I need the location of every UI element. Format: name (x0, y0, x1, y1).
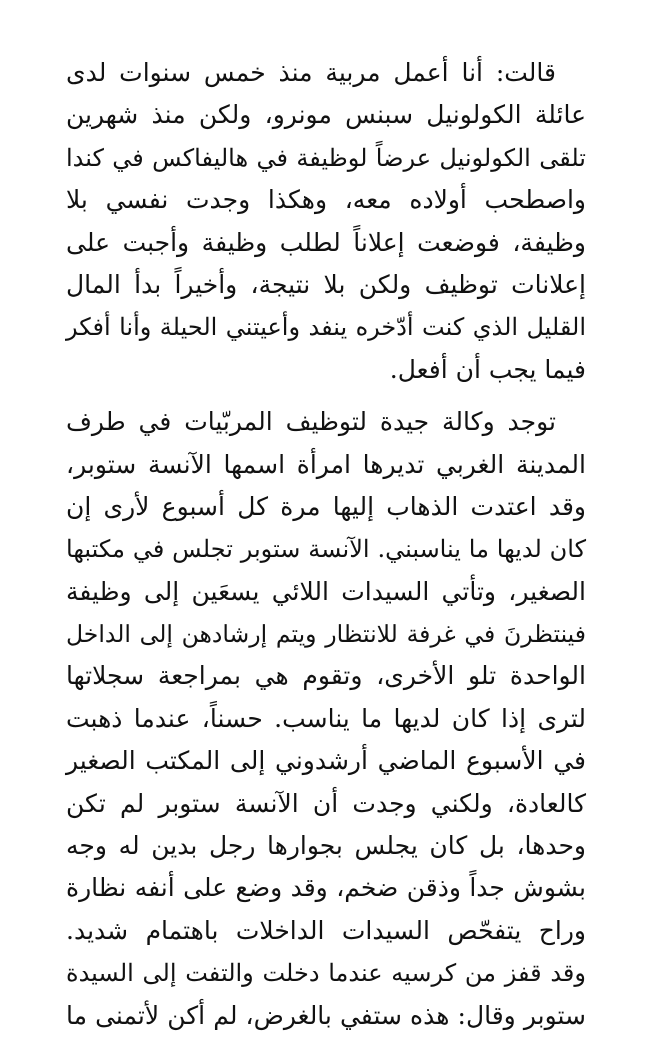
paragraph-gap (66, 391, 586, 401)
text-line: في الأسبوع الماضي أرشدوني إلى المكتب الصغير (66, 746, 586, 776)
text-line: ستوبر وقال: هذه ستفي بالغرض، لم أكن لأتمنى ما (66, 1000, 586, 1030)
text-line: قالت: أنا أعمل مربية منذ خمس سنوات لدى (66, 58, 556, 87)
paragraph-2 (66, 401, 586, 1037)
book-page (66, 52, 586, 1037)
text-line: كان لديها ما يناسبني. الآنسة ستوبر تجلس في مكتبها (66, 535, 586, 564)
text-line: وراح يتفحّص السيدات الداخلات باهتمام شديد. (66, 915, 586, 945)
text-line: توجد وكالة جيدة لتوظيف المربّيات في طرف (66, 407, 556, 437)
text-line: لترى إذا كان لديها ما يناسب. حسناً، عندما ذهبت (66, 703, 586, 733)
paragraph-1 (66, 52, 586, 391)
text-line: بشوش جداً وذقن ضخم، وقد وضع على أنفه نظارة (66, 873, 586, 903)
text-line: تلقى الكولونيل عرضاً لوظيفة في هاليفاكس في كندا (66, 143, 586, 172)
text-line: فيما يجب أن أفعل. (389, 354, 586, 384)
text-line: عائلة الكولونيل سبنس مونرو، ولكن منذ شهرين (66, 100, 586, 130)
text-line: وقد قفز من كرسيه عندما دخلت والتفت إلى السيدة (66, 959, 586, 988)
text-line: الصغير، وتأتي السيدات اللائي يسعَين إلى وظيفة (66, 576, 586, 606)
text-line: إعلانات توظيف ولكن بلا نتيجة، وأخيراً بدأ المال (66, 269, 586, 299)
text-line: وظيفة، فوضعت إعلاناً لطلب وظيفة وأجبت على (66, 227, 586, 257)
text-line: فينتظرنَ في غرفة للانتظار ويتم إرشادهن إلى الداخل (66, 620, 586, 649)
text-line: المدينة الغربي تديرها امرأة اسمها الآنسة ستوبر، (66, 449, 586, 479)
text-line: كالعادة، ولكني وجدت أن الآنسة ستوبر لم تكن (66, 788, 586, 818)
text-line: وحدها، بل كان يجلس بجوارها رجل بدين له وجه (66, 831, 586, 861)
text-line: الواحدة تلو الأخرى، وتقوم هي بمراجعة سجلاتها (66, 661, 586, 691)
text-line: وقد اعتدت الذهاب إليها مرة كل أسبوع لأرى إن (66, 491, 586, 521)
text-line: القليل الذي كنت أدّخره ينفد وأعيتني الحيلة وأنا أفكر (66, 313, 586, 342)
text-line: واصطحب أولاده معه، وهكذا وجدت نفسي بلا (66, 185, 586, 215)
